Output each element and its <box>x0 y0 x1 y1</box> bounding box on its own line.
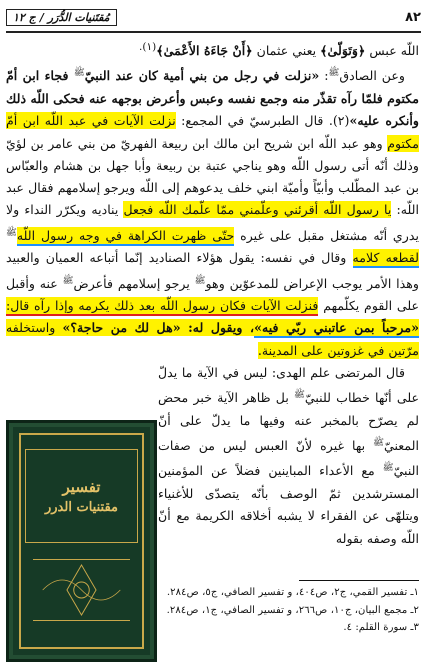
text-run: عنه وأقبل على القوم يكلّمهم <box>6 275 420 314</box>
header-rule <box>6 31 421 33</box>
honorific-symbol: ﷺ <box>194 275 206 286</box>
highlight-2: يا رسول اللّه أقرئني وعلّمني ممّا علّمك اللّه فجعل <box>123 202 392 218</box>
footnote-ref: (١). <box>139 41 157 53</box>
highlight-3: حتّى ظهرت الكراهة في وجه رسول اللّه <box>17 227 234 246</box>
text-run: بل ظاهر الآية خبر محض لم يصرّح بالمخبر عنه وفيها ما يدلّ على أنّ المعنيّ <box>158 390 419 454</box>
highlight-1: نزلت الآيات في عبد اللّه ابن أمّ مكتوم <box>6 113 419 151</box>
page-header <box>6 4 421 30</box>
paragraph-1 <box>6 36 419 62</box>
highlight-5: فنزلت الآيات فكان رسول اللّه بعد ذلك يكرمه وإذا رآه قال: <box>6 297 318 316</box>
highlight-6: «مرحباً بمن عاتبني ربّي فيه» <box>254 319 419 338</box>
highlight-4: لقطعه كلامه <box>353 249 419 268</box>
cover-title: تفسير <box>62 477 101 496</box>
text-run: مع الأعداء المباينين فضلاً عن المؤمنين المسترشدين ثمّ الوصف بأنّه يتصدّى للأغنياء ويتلهّى عن الفقراء لا يشبه أخلاقه الكريمة مع أنّ اللّه وصفه بقوله <box>158 463 419 546</box>
honorific-symbol: ﷺ <box>62 275 74 286</box>
footnote-item: ٢ـ مجمع البيان، ج١٠، ص٢٦٦، و تفسير الصافي، ج١، ص٢٨٤. <box>166 604 419 616</box>
highlight-8: واستخلفه مرّتين في غزوتين على المدينة. <box>6 320 419 358</box>
honorific-symbol: ﷺ <box>328 68 340 79</box>
page-number: ٨٢ <box>405 9 421 25</box>
volume-label: ج ١٢ <box>13 10 36 24</box>
footnotes <box>6 584 419 637</box>
text-run: يناديه ويكرّر النداء ولا يدري أنّه مشتغل مقبل على غيره <box>6 202 419 243</box>
highlight-7: ، ويقول له: «هل لك من حاجة؟» <box>62 320 255 336</box>
cover-title-panel <box>25 449 138 543</box>
paragraph-2 <box>6 62 419 361</box>
text-run: وعن الصادق <box>339 68 405 84</box>
quran-quote: ﴿وَتَوَلّىٰ﴾ <box>320 43 366 59</box>
hadith-quote: فجاء ابن أمّ مكتوم فلمّا رآه تقذّر منه وجمع نفسه وعبس وأعرض بوجهه عنه فحكى اللّه ذلك وأنكره عليه» <box>6 68 419 129</box>
text-run: وهو عبد اللّه ابن شريح ابن مالك ابن ربيعة الفهريّ من بني عامر بن لؤيّ وذلك أنّه أتى رسول اللّه وهو يناجي عتبة بن ربيعة وأبا جهل بن هشام والعبّاس بن عبد المطّلب وأبيّاً وأميّة ابني خلف يدعوهم إلى اللّه ويرجو إسلامهم فقال عبد اللّه: <box>6 135 419 218</box>
text-run: : <box>319 68 329 84</box>
honorific-symbol: ﷺ <box>6 227 17 238</box>
honorific-symbol: ﷺ <box>373 437 384 448</box>
text-run: بها غيره لأنّ العبس ليس من صفات النبيّ <box>158 438 419 479</box>
text-run: وقال في نفسه: يقول هؤلاء الصناديد إنّما أتباعه العميان والعبيد وهذا الأمر يوجب الإعراض للمدعوّين وهو <box>6 250 420 291</box>
footnote-rule <box>299 580 419 581</box>
honorific-symbol: ﷺ <box>382 463 394 474</box>
hadith-quote: «نزلت في رجل من بني أمية كان عند النبيّ <box>84 68 320 84</box>
running-title: مُقتَنيات الدُّرَر / ج ١٢ <box>6 9 117 26</box>
text-run: يعني عثمان <box>252 43 321 59</box>
honorific-symbol: ﷺ <box>293 390 305 401</box>
footnote-item: ٣ـ سورة القلم: ٤. <box>343 622 419 633</box>
text-run: اللّه عبس <box>365 43 419 59</box>
book-title: مُقتَنيات الدُّرَر <box>47 10 110 24</box>
quran-quote: ﴿أَنْ جَاءَهُ الأَعْمَىٰ﴾ <box>156 43 253 59</box>
text-run: يرجو إسلامهم فأعرض <box>73 275 195 291</box>
text-run: (٢). قال الطبرسيّ في المجمع: <box>175 113 350 129</box>
text-run: قال المرتضى علم الهدى: ليس في الآية ما يدلّ على أنّها خطاب للنبيّ <box>158 364 419 406</box>
footnote-item: ١ـ تفسير القمي، ج٢، ص٤٠٤، و تفسير الصافي، ج٥، ص٢٨٤. <box>166 587 419 598</box>
honorific-symbol: ﷺ <box>73 68 85 79</box>
cover-subtitle: مقتنيات الدرر <box>45 499 118 515</box>
